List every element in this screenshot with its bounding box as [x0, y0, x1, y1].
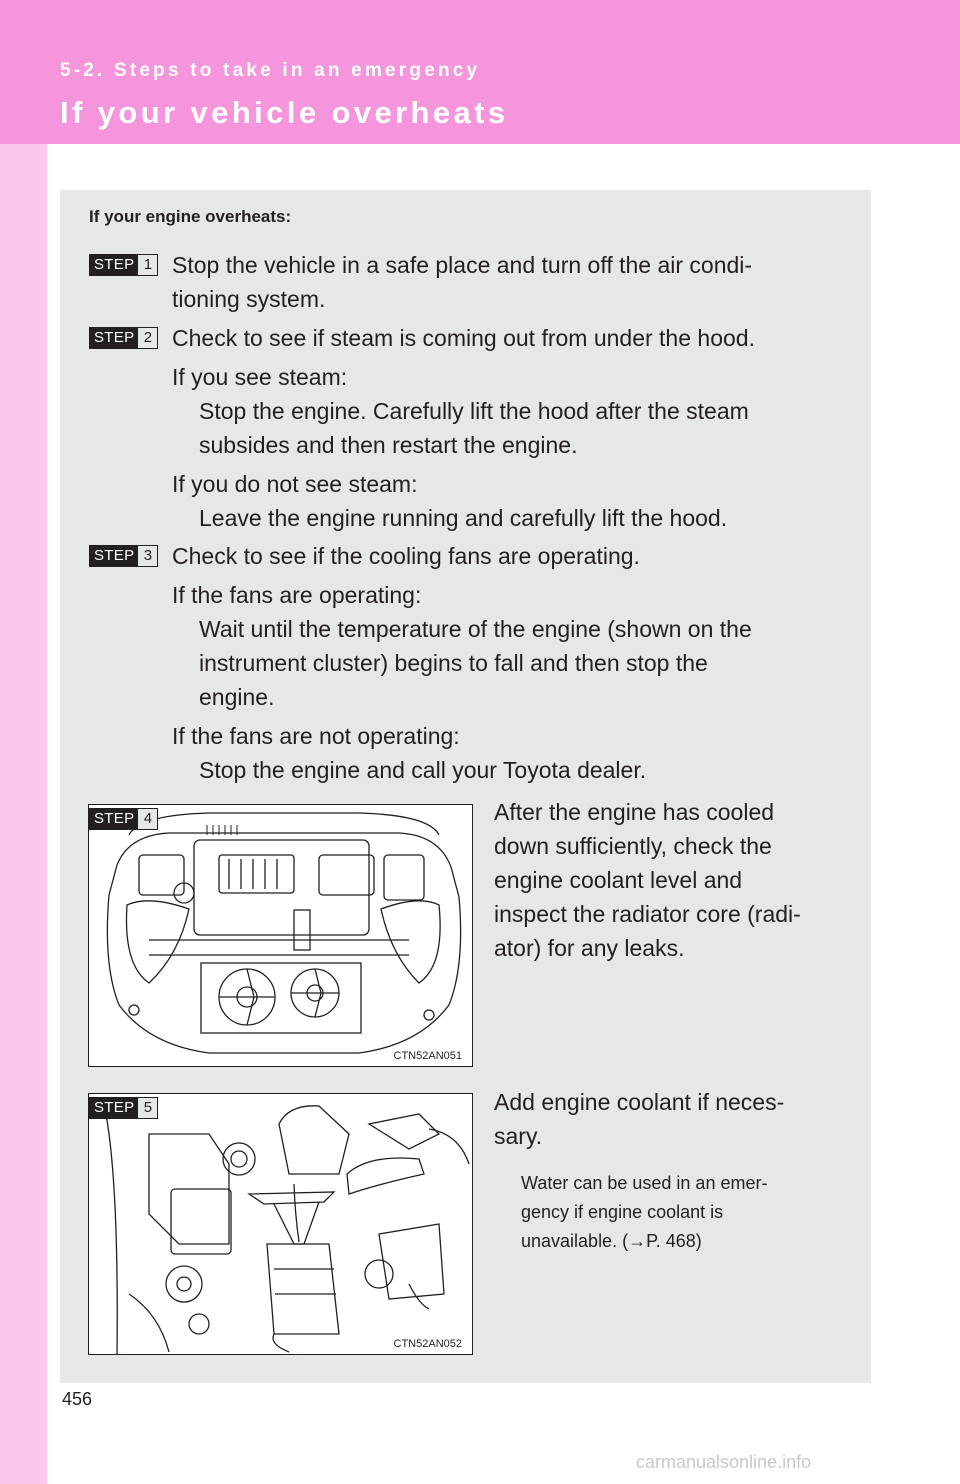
step-2-case-1: If you see steam:: [172, 364, 348, 390]
page-side-strip: [0, 0, 47, 1484]
figure-code: CTN52AN052: [393, 1338, 462, 1350]
page-number: 456: [62, 1389, 93, 1409]
step-4-badge: [89, 808, 158, 830]
step-2-text: Check to see if steam is coming out from under the hood.: [172, 325, 755, 351]
step-1-line-1: Stop the vehicle in a safe place and turn off the air condi-: [172, 252, 753, 278]
page-reference-link[interactable]: unavailable. (→P. 468): [521, 1231, 702, 1251]
step-number: 5: [143, 1099, 153, 1116]
step-number: 4: [143, 810, 153, 827]
step-number: 1: [143, 256, 153, 273]
step-2-badge: [89, 327, 158, 349]
watermark: carmanualsonline.info: [636, 1452, 812, 1472]
step-5-badge: [89, 1097, 158, 1119]
step-4-line-2: down sufficiently, check the: [494, 833, 772, 859]
step-3-case-1-detail-b: instrument cluster) begins to fall and then stop the: [199, 650, 708, 676]
step-3-case-1-detail-c: engine.: [199, 684, 275, 710]
engine-bay-illustration: [88, 804, 473, 1067]
step-2-case-1-detail-a: Stop the engine. Carefully lift the hood after the steam: [199, 398, 749, 424]
engine-bay-drawing: [89, 805, 472, 1066]
step-2-case-1-detail-b: subsides and then restart the engine.: [199, 432, 578, 458]
step-4-line-4: inspect the radiator core (radi-: [494, 901, 801, 927]
step-number: 3: [143, 547, 153, 564]
step-word: STEP: [90, 255, 138, 275]
step-1-line-2: tioning system.: [172, 286, 326, 312]
step-3-badge: [89, 545, 158, 567]
step-4-line-3: engine coolant level and: [494, 867, 743, 893]
step-word: STEP: [90, 1098, 138, 1118]
page-title: If your vehicle overheats: [60, 95, 509, 130]
step-3-case-2-detail: Stop the engine and call your Toyota dealer.: [199, 757, 647, 783]
step-2-case-2: If you do not see steam:: [172, 471, 418, 497]
figure-code: CTN52AN051: [393, 1050, 462, 1062]
step-number: 2: [143, 329, 153, 346]
step-word: STEP: [90, 328, 138, 348]
step-3-text: Check to see if the cooling fans are operating.: [172, 543, 640, 569]
step-5-note-line-1: Water can be used in an emer-: [521, 1173, 768, 1193]
step-4-line-5: ator) for any leaks.: [494, 935, 685, 961]
step-5-note-line-2: gency if engine coolant is: [521, 1202, 724, 1222]
step-3-case-1: If the fans are operating:: [172, 582, 422, 608]
step-3-case-1-detail-a: Wait until the temperature of the engine (shown on the: [199, 616, 752, 642]
step-word: STEP: [90, 546, 138, 566]
step-4-line-1: After the engine has cooled: [494, 799, 775, 825]
step-word: STEP: [90, 809, 138, 829]
step-3-case-2: If the fans are not operating:: [172, 723, 460, 749]
step-1-badge: [89, 254, 158, 276]
section-label: 5-2. Steps to take in an emergency: [60, 60, 481, 81]
coolant-reservoir-illustration: [88, 1093, 473, 1355]
step-5-line-1: Add engine coolant if neces-: [494, 1089, 785, 1115]
coolant-drawing: [89, 1094, 472, 1354]
step-5-line-2: sary.: [494, 1123, 543, 1149]
intro-heading: If your engine overheats:: [89, 207, 292, 226]
step-2-case-2-detail: Leave the engine running and carefully lift the hood.: [199, 505, 728, 531]
